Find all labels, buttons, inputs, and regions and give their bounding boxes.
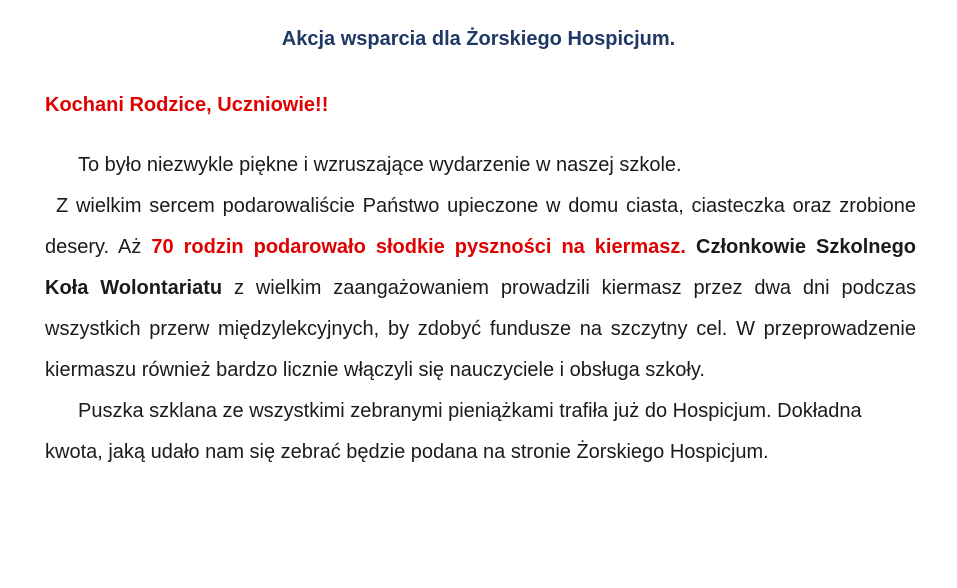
greeting-heading: Kochani Rodzice, Uczniowie!! — [45, 94, 329, 116]
families-highlight: 70 rodzin podarowało słodkie pyszności na kiermasz. — [151, 236, 686, 258]
paragraph-collection: Puszka szklana ze wszystkimi zebranymi pieniążkami trafiła już do Hospicjum. Dokładna kwota, jaką udało nam się zebrać będzie podana na stronie Żorskiego Hospicjum. — [45, 400, 862, 463]
document-body — [45, 145, 916, 473]
paragraph-donations — [45, 186, 916, 391]
document-title: Akcja wsparcia dla Żorskiego Hospicjum. — [281, 28, 676, 50]
paragraph-donations-text-1: Z wielkim sercem podarowaliście Państwo upieczone w domu ciasta, ciasteczka oraz zrobione desery. Aż — [45, 195, 916, 258]
volunteer-club-name: Członkowie Szkolnego Koła Wolontariatu — [45, 236, 917, 299]
paragraph-donations-space — [686, 236, 696, 258]
paragraph-intro: To było niezwykle piękne i wzruszające wydarzenie w naszej szkole. — [78, 154, 682, 176]
paragraph-donations-text-2: z wielkim zaangażowaniem prowadzili kiermasz przez dwa dni podczas wszystkich przerw międzylekcyjnych, by zdobyć fundusze na szczytny cel. W przeprowadzenie kiermaszu również bardzo licznie włączyli się nauczyciele i obsługa szkoły. — [45, 277, 916, 381]
